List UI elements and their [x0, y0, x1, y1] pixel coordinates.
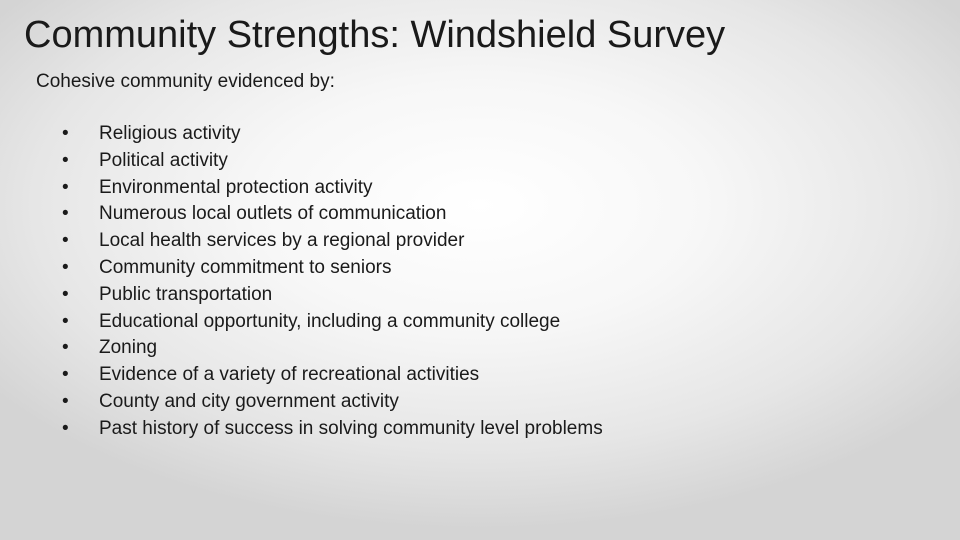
- bullet-text: County and city government activity: [99, 390, 399, 412]
- slide-title: Community Strengths: Windshield Survey: [24, 14, 726, 56]
- bullet-icon: •: [62, 417, 69, 439]
- bullet-icon: •: [62, 364, 69, 386]
- bullet-item: [60, 228, 603, 255]
- intro-text: Cohesive community evidenced by:: [36, 71, 335, 92]
- bullet-text: Local health services by a regional provider: [99, 230, 465, 252]
- bullet-item: [60, 121, 603, 148]
- bullet-icon: •: [62, 203, 69, 225]
- bullet-icon: •: [62, 390, 69, 412]
- bullet-item: [60, 335, 603, 362]
- bullet-item: [60, 362, 603, 389]
- bullet-text: Environmental protection activity: [99, 176, 373, 198]
- bullet-item: [60, 148, 603, 175]
- bullet-text: Numerous local outlets of communication: [99, 203, 447, 225]
- bullet-item: [60, 416, 603, 443]
- bullet-list: [60, 121, 603, 443]
- bullet-text: Religious activity: [99, 123, 241, 144]
- bullet-item: [60, 389, 603, 416]
- bullet-icon: •: [62, 149, 69, 171]
- bullet-icon: •: [62, 337, 69, 359]
- bullet-icon: •: [62, 283, 69, 305]
- bullet-item: [60, 175, 603, 202]
- bullet-icon: •: [62, 176, 69, 198]
- bullet-item: [60, 201, 603, 228]
- bullet-text: Zoning: [99, 337, 158, 359]
- bullet-text: Educational opportunity, including a community college: [99, 310, 561, 332]
- bullet-text: Evidence of a variety of recreational activities: [99, 364, 480, 386]
- bullet-item: [60, 282, 603, 309]
- bullet-item: [60, 255, 603, 282]
- bullet-text: Political activity: [99, 149, 228, 171]
- bullet-icon: •: [62, 256, 69, 278]
- bullet-text: Community commitment to seniors: [99, 256, 392, 278]
- bullet-icon: •: [62, 230, 69, 252]
- bullet-item: [60, 309, 603, 336]
- bullet-icon: •: [62, 123, 69, 144]
- bullet-text: Public transportation: [99, 283, 273, 305]
- bullet-icon: •: [62, 310, 69, 332]
- bullet-text: Past history of success in solving community level problems: [99, 417, 603, 439]
